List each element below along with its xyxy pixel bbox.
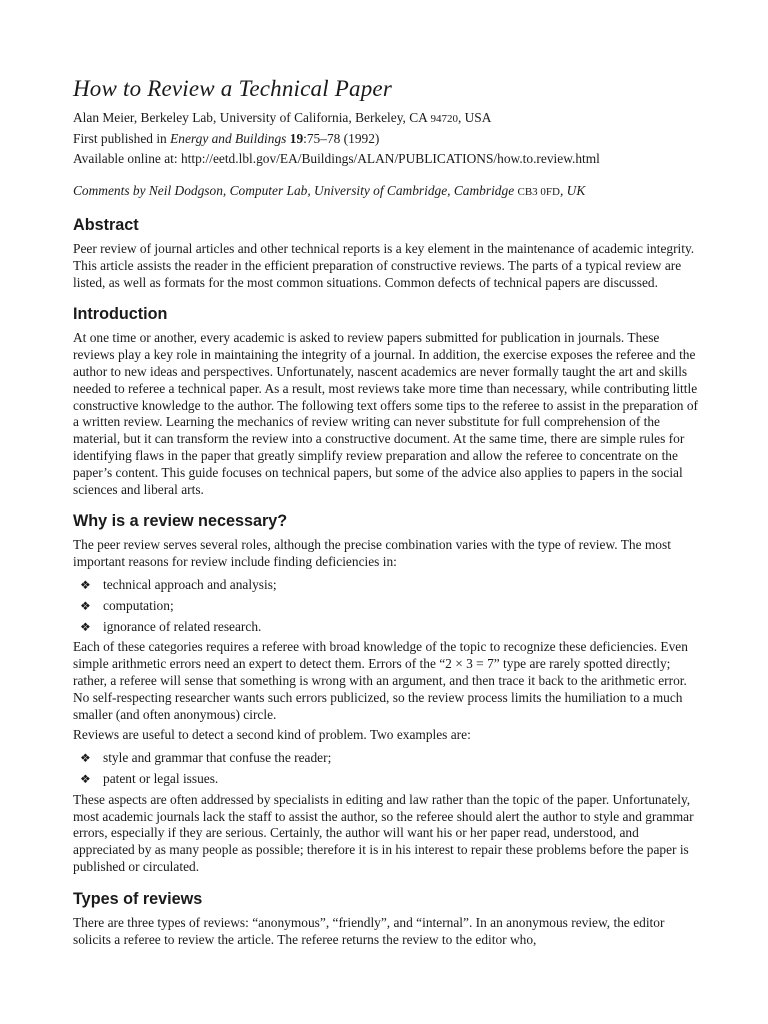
list-item: ❖ computation; [73,596,698,617]
publication-line [73,129,698,149]
why-paragraph-4: These aspects are often addressed by specialists in editing and law rather than the topic of the paper. Unfortunately, most academic journals lack the staff to assist the author, so the referee should alert the author to style and grammar errors, especially if they are serious. Certainly, the author will want his or her paper read, understood, and appreciated by as many people as possible; therefore it is in his interest to repair these problems before the paper is published or circulated. [73,791,694,874]
comments-text: Comments by Neil Dodgson, Computer Lab, University of Cambridge, Cambridge [73,183,518,198]
types-heading: Types of reviews [73,889,203,908]
online-url-line: Available online at: http://eetd.lbl.gov/EA/Buildings/ALAN/PUBLICATIONS/how.to.review.html [73,151,600,166]
diamond-bullet-icon: ❖ [80,598,91,613]
paper-title: How to Review a Technical Paper [73,76,392,101]
list-item: ❖ style and grammar that confuse the reader; [73,748,698,769]
publication-prefix: First published in [73,131,171,146]
author-line [73,108,698,129]
diamond-bullet-icon: ❖ [80,771,91,786]
comments-country: , UK [559,183,586,198]
comments-postcode: CB3 0FD [517,186,560,198]
why-paragraph-1: The peer review serves several roles, although the precise combination varies with the type of review. The most important reasons for review include finding deficiencies in: [73,537,671,570]
problem-list [73,748,698,790]
list-item: ❖ technical approach and analysis; [73,575,698,596]
why-paragraph-3: Reviews are useful to detect a second kind of problem. Two examples are: [73,727,471,743]
journal-name: Energy and Buildings [170,131,287,146]
comments-line [73,181,698,202]
abstract-text: Peer review of journal articles and other technical reports is a key element in the maintenance of academic integrity. This article assists the reader in the efficient preparation of constructive reviews. The parts of a typical review are listed, as well as formats for the most common situations. Common defects of technical papers are discussed. [73,241,695,290]
author-zip: 94720 [430,113,458,125]
author-country: , USA [457,110,492,125]
diamond-bullet-icon: ❖ [80,619,91,634]
deficiency-list [73,575,698,637]
introduction-heading: Introduction [73,305,168,324]
types-text: There are three types of reviews: “anonymous”, “friendly”, and “internal”. In an anonymous review, the editor solicits a referee to review the article. The referee returns the review to the editor who, [73,914,665,947]
list-item: ❖ ignorance of related research. [73,617,698,638]
list-item: ❖ patent or legal issues. [73,769,698,790]
diamond-bullet-icon: ❖ [80,751,91,766]
why-heading: Why is a review necessary? [73,512,288,531]
journal-volume: 19 [289,131,304,146]
author-line-text: Alan Meier, Berkeley Lab, University of California, Berkeley, CA [73,110,431,125]
journal-pages: :75–78 (1992) [303,131,380,146]
introduction-text: At one time or another, every academic is asked to review papers submitted for publication in journals. These reviews play a key role in maintaining the integrity of a journal. In addition, the exercise exposes the referee and the author to new ideas and perspectives. Unfortunately, nascent academics are never formally taught the art and skills needed to referee a technical paper. As a result, most reviews take more time than necessary, while contributing little constructive knowledge to the author. The following text offers some tips to the referee to assist in the preparation of a written review. Learning the mechanics of review writing can never substitute for full comprehension of the material, but it can transform the review into a constructive document. At the same time, there are simple rules for identifying flaws in the paper that greatly simplify review preparation and allow the referee to concentrate on the paper’s content. This guide focuses on technical papers, but some of the advice also applies to papers in the social sciences and liberal arts. [73,330,698,497]
abstract-heading: Abstract [73,216,139,234]
diamond-bullet-icon: ❖ [80,577,91,592]
why-paragraph-2: Each of these categories requires a referee with broad knowledge of the topic to recognize these deficiencies. Even simple arithmetic errors need an expert to detect them. Errors of the “2 × 3 = 7” type are rarely spotted directly; rather, a referee will sense that something is wrong with an argument, and then trace it back to the arithmetic error. No self-respecting researcher wants such errors publicized, so the review process limits the humiliation to a much smaller (and often anonymous) circle. [73,639,688,722]
